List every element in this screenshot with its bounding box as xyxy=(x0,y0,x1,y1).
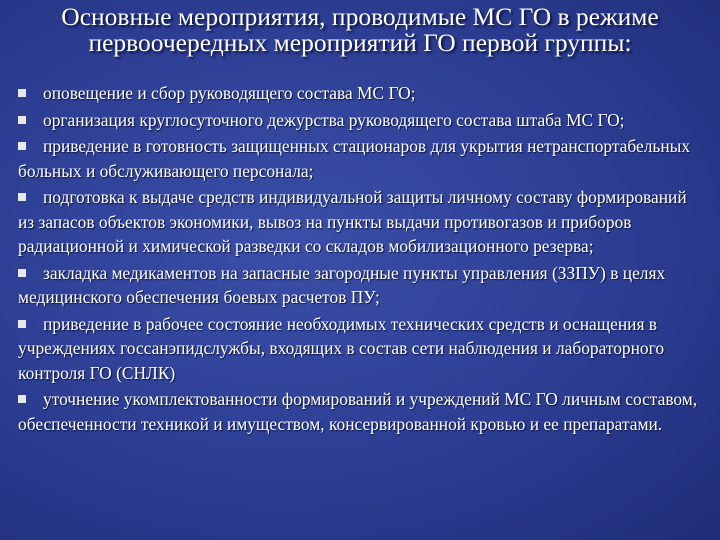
list-item xyxy=(18,134,702,183)
slide-title: Основные мероприятия, проводимые МС ГО в режиме первоочередных мероприятий ГО первой группы: xyxy=(61,2,659,57)
square-bullet-icon xyxy=(18,193,26,201)
list-item xyxy=(18,81,702,106)
list-item-text: закладка медикаментов на запасные загородные пункты управления (ЗЗПУ) в целях медицинского обеспечения боевых расчетов ПУ; xyxy=(18,262,666,307)
square-bullet-icon xyxy=(18,320,26,328)
list-item-text: приведение в готовность защищенных стационаров для укрытия нетранспортабельных больных и обслуживающего персонала; xyxy=(18,136,691,181)
list-item xyxy=(18,185,702,259)
list-item xyxy=(18,387,702,436)
list-item-text: оповещение и сбор руководящего состава МС ГО; xyxy=(43,83,416,103)
square-bullet-icon xyxy=(18,395,26,403)
list-item-text: уточнение укомплектованности формирований и учреждений МС ГО личным составом, обеспеченности техникой и имуществом, консервированной кровью и ее препаратами. xyxy=(18,389,698,434)
list-item-text: организация круглосуточного дежурства руководящего состава штаба МС ГО; xyxy=(43,109,625,130)
list-item xyxy=(18,261,702,310)
square-bullet-icon xyxy=(18,269,26,277)
bullet-list xyxy=(18,81,702,438)
list-item xyxy=(18,312,702,386)
square-bullet-icon xyxy=(18,142,26,150)
square-bullet-icon xyxy=(18,89,26,97)
list-item-text: приведение в рабочее состояние необходимых технических средств и оснащения в учреждениях госсанэпидслужбы, входящих в состав сети наблюдения и лабораторного контроля ГО (СНЛК) xyxy=(18,313,665,383)
list-item xyxy=(18,108,702,133)
square-bullet-icon xyxy=(18,116,26,124)
list-item-text: подготовка к выдаче средств индивидуальной защиты личному составу формирований из запасов объектов экономики, вывоз на пункты выдачи противогазов и приборов радиационной и химической разведки со складов мобилизационного резерва; xyxy=(18,187,687,256)
